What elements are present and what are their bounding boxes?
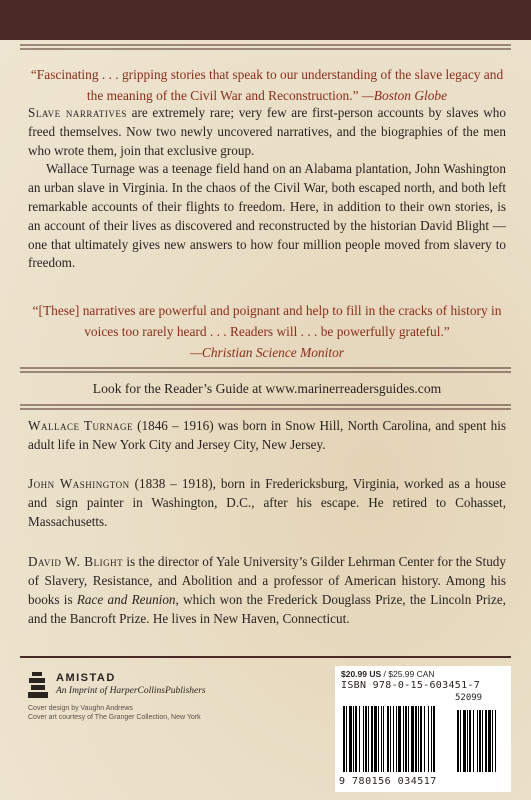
ean-number: 9 780156 034517 [339,776,437,787]
publisher-imprint: An Imprint of HarperCollinsPublishers [56,686,206,696]
barcode-bars [341,706,507,781]
description-para-2: Wallace Turnage was a teenage field hand on an Alabama plantation, John Washington an urban slave in Virginia. In the chaos of the Civil War, both escaped north, and both left remarkable accounts of their flights to freedom. Here, in addition to their own stories, is an account of their lives as discovered and reconstructed by the historian David Blight — one that ultimately gives new answers to how four million people moved from slavery to freedom. [28,161,506,271]
isbn-number: ISBN 978-0-15-603451-7 [341,680,481,691]
barcode-block [335,666,511,792]
quote-text: “Fascinating . . . gripping stories that speak to our understanding of the slave legacy and the meaning of the Civil War and Reconstruction.” [30,67,504,103]
bio-name: John Washington [28,476,130,491]
publisher-name: AMISTAD [56,672,116,684]
bio-blight [28,552,506,628]
bio-book-title: Race and Reunion, [76,592,179,607]
quote-source: —Christian Science Monitor [190,345,344,360]
credit-art: Cover art courtesy of The Granger Collection, New York [28,714,201,721]
credit-design: Cover design by Vaughn Andrews [28,705,133,712]
price-can: / $25.99 CAN [381,669,435,679]
bio-name: David W. Blight [28,554,124,569]
price-addon-number: 52099 [455,693,483,703]
bio-text: is the director of Yale University’s Gilder Lehrman Center for the Study of Slavery, Resistance, and Abolition and a professor of American history. Among his books is [28,554,506,607]
quote-text: “[These] narratives are powerful and poignant and help to fill in the cracks of history in voices too rarely heard . . . Readers will . . . be powerfully grateful.” [32,303,502,339]
description-lead: Slave narratives [28,105,127,120]
footer-rule [20,656,511,658]
top-color-band [0,0,531,40]
review-quote-csm [28,300,506,363]
amistad-logo-icon [28,670,50,700]
cover-credits [28,704,201,722]
book-description [28,104,506,273]
price-us: $20.99 US [341,669,382,679]
quote-source: —Boston Globe [361,88,448,103]
ornamental-rule-top [20,42,511,52]
bio-washington [28,474,506,531]
ornamental-rule-middle-2 [20,402,511,412]
bio-turnage [28,416,506,454]
price-label [341,669,435,679]
bio-text: (1838 – 1918), born in Fredericksburg, Virginia, worked as a house and sign painter in Washington, D.C., after his escape. He retired to Cohasset, Massachusetts. [28,476,506,529]
readers-guide-line: Look for the Reader’s Guide at www.marinerreadersguides.com [92,381,442,396]
review-quote-boston-globe [28,64,506,106]
ornamental-rule-middle-1 [20,365,511,375]
description-para-1: are extremely rare; very few are first-person accounts by slaves who freed themselves. Now two newly uncovered narratives, and the biographies of the men who wrote them, join that exclusive group. [28,105,506,158]
publisher-block [28,668,288,708]
bio-text: (1846 – 1916) was born in Snow Hill, North Carolina, and spent his adult life in New York City and Jersey City, New Jersey. [28,418,506,452]
bio-name: Wallace Turnage [28,418,133,433]
bio-text: which won the Frederick Douglass Prize, the Lincoln Prize, and the Bancroft Prize. He lives in New Haven, Connecticut. [28,592,506,626]
